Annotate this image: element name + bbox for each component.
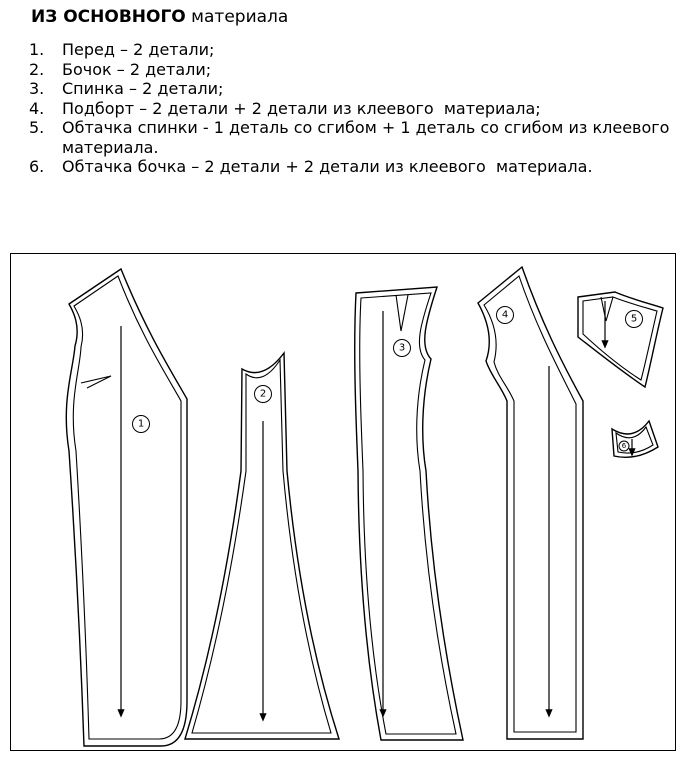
list-item-number: 1. — [29, 40, 45, 59]
pieces-list — [29, 40, 680, 177]
heading-bold: ИЗ ОСНОВНОГО — [31, 7, 186, 27]
piece-label-1: 1 — [137, 418, 145, 430]
pattern-piece-front — [66, 269, 187, 746]
list-item-number: 3. — [29, 79, 45, 98]
list-item — [29, 99, 672, 119]
section-heading — [31, 6, 288, 28]
list-item-text: Спинка – 2 детали; — [62, 79, 224, 98]
list-item — [29, 60, 672, 80]
list-item — [29, 118, 680, 157]
list-item-number: 2. — [29, 59, 45, 79]
pattern-piece-facing — [478, 267, 583, 739]
list-item-text: Обтачка бочка – 2 детали + 2 детали из клеевого материала. — [62, 157, 593, 176]
list-item — [29, 157, 672, 177]
pattern-piece-back-facing — [578, 292, 663, 387]
piece-label-2: 2 — [259, 388, 267, 400]
list-item-number: 6. — [29, 157, 45, 176]
piece-label-5: 5 — [630, 313, 638, 325]
pattern-piece-side-facing — [612, 421, 658, 457]
list-item — [29, 40, 672, 60]
list-item-number: 4. — [29, 98, 45, 118]
pattern-layout — [10, 253, 676, 751]
list-item-number: 5. — [29, 118, 45, 137]
piece-label-4: 4 — [501, 309, 509, 321]
list-item — [29, 79, 672, 99]
list-item-text: Подборт – 2 детали + 2 детали из клеевого материала; — [62, 98, 541, 118]
pattern-piece-side — [185, 353, 339, 739]
heading-rest: материала — [185, 7, 289, 27]
list-item-text: Перед – 2 детали; — [62, 40, 215, 59]
list-item-text: Обтачка спинки - 1 деталь со сгибом + 1 деталь со сгибом из клеевого материала. — [62, 118, 680, 157]
pattern-drawing — [11, 254, 677, 752]
list-item-text: Бочок – 2 детали; — [62, 59, 212, 79]
pattern-piece-back — [355, 287, 463, 740]
piece-label-3: 3 — [398, 342, 406, 354]
piece-label-6: 6 — [621, 442, 627, 450]
